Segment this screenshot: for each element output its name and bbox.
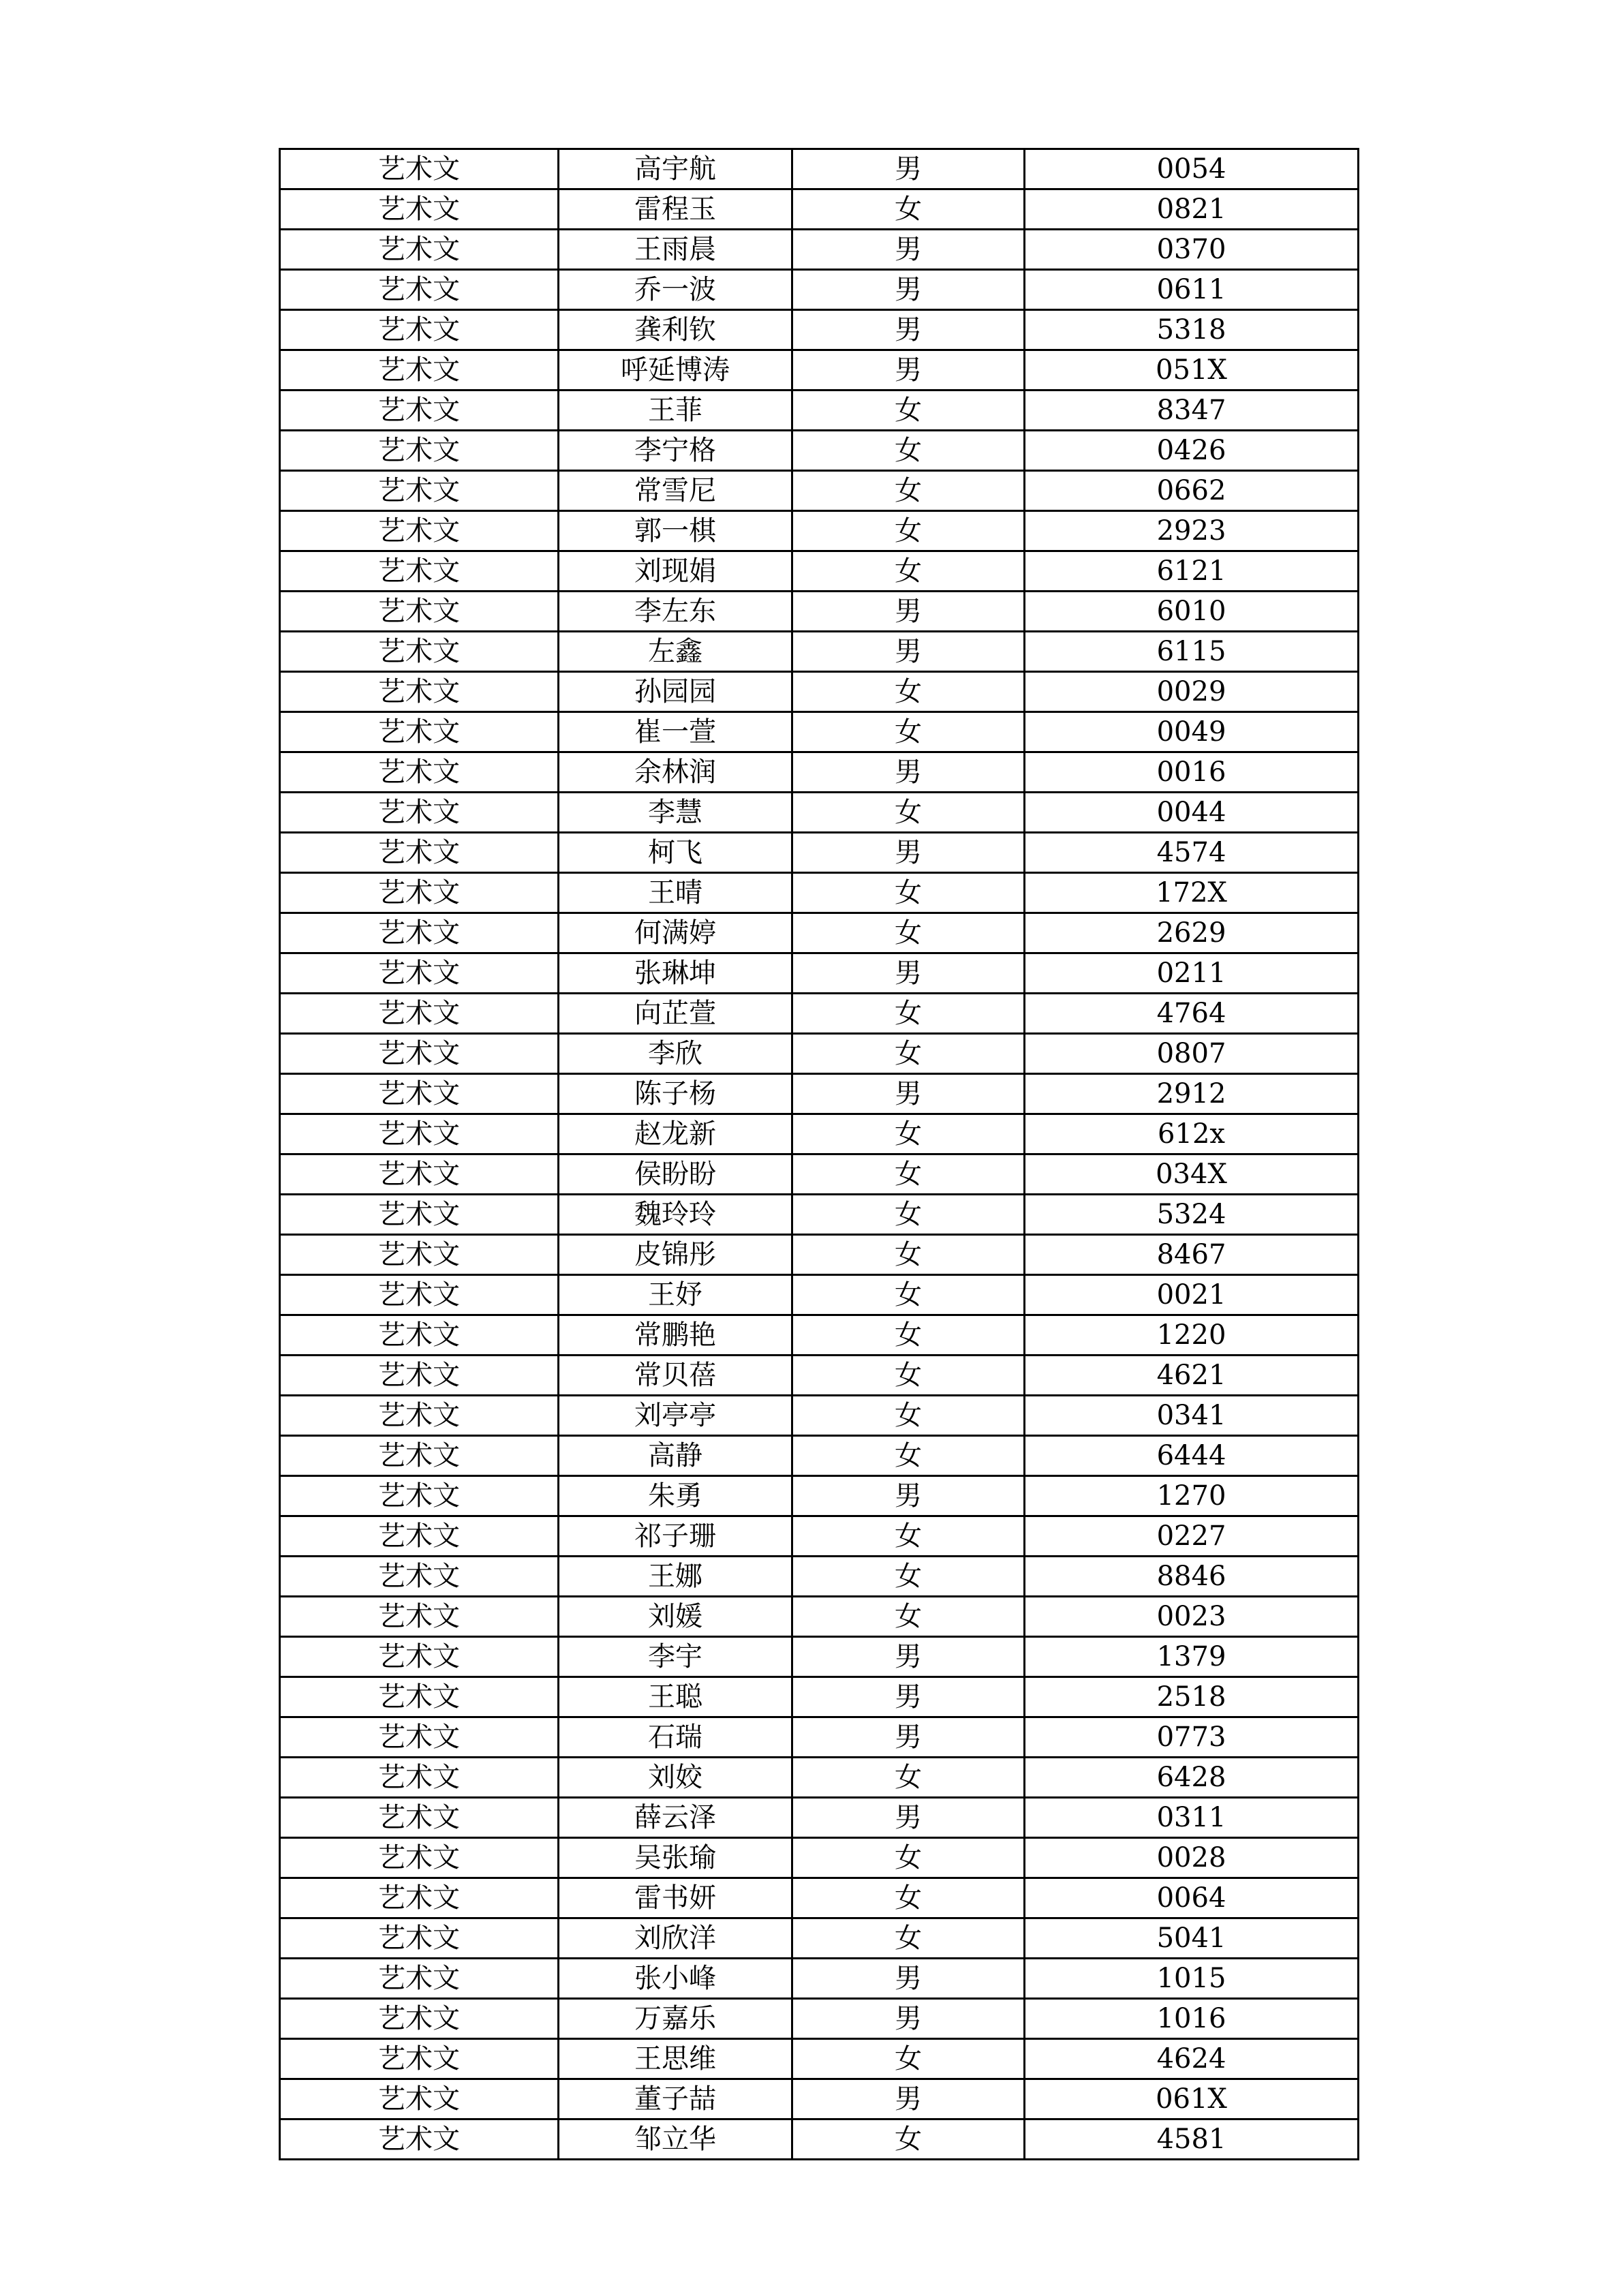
table-row xyxy=(280,2079,1359,2119)
id-suffix-cell: 2923 xyxy=(1025,511,1359,551)
gender-cell: 女 xyxy=(792,1275,1025,1315)
name-cell: 刘现娟 xyxy=(559,551,792,592)
name-cell: 雷书妍 xyxy=(559,1878,792,1918)
gender-cell: 男 xyxy=(792,270,1025,310)
category-cell: 艺术文 xyxy=(280,752,559,793)
name-cell: 石瑞 xyxy=(559,1717,792,1758)
id-suffix-cell: 051X xyxy=(1025,350,1359,391)
gender-cell: 男 xyxy=(792,1074,1025,1114)
table-row xyxy=(280,712,1359,752)
category-cell: 艺术文 xyxy=(280,873,559,913)
gender-cell: 男 xyxy=(792,1677,1025,1717)
category-cell: 艺术文 xyxy=(280,712,559,752)
table-row xyxy=(280,149,1359,189)
table-row xyxy=(280,1918,1359,1959)
table-row xyxy=(280,1637,1359,1677)
name-cell: 万嘉乐 xyxy=(559,1999,792,2039)
table-row xyxy=(280,632,1359,672)
id-suffix-cell: 8347 xyxy=(1025,391,1359,431)
id-suffix-cell: 4624 xyxy=(1025,2039,1359,2079)
gender-cell: 女 xyxy=(792,1918,1025,1959)
table-row xyxy=(280,551,1359,592)
gender-cell: 男 xyxy=(792,1999,1025,2039)
table-row xyxy=(280,1838,1359,1878)
name-cell: 常贝蓓 xyxy=(559,1356,792,1396)
table-row xyxy=(280,310,1359,350)
gender-cell: 男 xyxy=(792,149,1025,189)
category-cell: 艺术文 xyxy=(280,1918,559,1959)
category-cell: 艺术文 xyxy=(280,913,559,953)
category-cell: 艺术文 xyxy=(280,1074,559,1114)
id-suffix-cell: 172X xyxy=(1025,873,1359,913)
category-cell: 艺术文 xyxy=(280,350,559,391)
table-row xyxy=(280,1677,1359,1717)
table-row xyxy=(280,793,1359,833)
category-cell: 艺术文 xyxy=(280,1516,559,1557)
gender-cell: 女 xyxy=(792,391,1025,431)
table-row xyxy=(280,1034,1359,1074)
gender-cell: 男 xyxy=(792,592,1025,632)
gender-cell: 女 xyxy=(792,1114,1025,1154)
gender-cell: 女 xyxy=(792,471,1025,511)
gender-cell: 男 xyxy=(792,1959,1025,1999)
name-cell: 董子喆 xyxy=(559,2079,792,2119)
table-row xyxy=(280,953,1359,994)
category-cell: 艺术文 xyxy=(280,1476,559,1516)
gender-cell: 男 xyxy=(792,1717,1025,1758)
gender-cell: 女 xyxy=(792,431,1025,471)
roster-table xyxy=(279,148,1359,2160)
id-suffix-cell: 612x xyxy=(1025,1114,1359,1154)
id-suffix-cell: 2912 xyxy=(1025,1074,1359,1114)
gender-cell: 男 xyxy=(792,752,1025,793)
category-cell: 艺术文 xyxy=(280,1597,559,1637)
name-cell: 李宇 xyxy=(559,1637,792,1677)
gender-cell: 男 xyxy=(792,1637,1025,1677)
name-cell: 王菲 xyxy=(559,391,792,431)
gender-cell: 女 xyxy=(792,189,1025,230)
id-suffix-cell: 6444 xyxy=(1025,1436,1359,1476)
category-cell: 艺术文 xyxy=(280,511,559,551)
id-suffix-cell: 0370 xyxy=(1025,230,1359,270)
name-cell: 何满婷 xyxy=(559,913,792,953)
category-cell: 艺术文 xyxy=(280,1999,559,2039)
table-row xyxy=(280,1597,1359,1637)
roster-table-body xyxy=(280,149,1359,2160)
id-suffix-cell: 8846 xyxy=(1025,1557,1359,1597)
id-suffix-cell: 4621 xyxy=(1025,1356,1359,1396)
table-row xyxy=(280,391,1359,431)
category-cell: 艺术文 xyxy=(280,994,559,1034)
name-cell: 王雨晨 xyxy=(559,230,792,270)
table-row xyxy=(280,994,1359,1034)
table-row xyxy=(280,1878,1359,1918)
table-row xyxy=(280,1396,1359,1436)
category-cell: 艺术文 xyxy=(280,391,559,431)
gender-cell: 男 xyxy=(792,350,1025,391)
gender-cell: 男 xyxy=(792,1798,1025,1838)
name-cell: 雷程玉 xyxy=(559,189,792,230)
name-cell: 李欣 xyxy=(559,1034,792,1074)
name-cell: 赵龙新 xyxy=(559,1114,792,1154)
id-suffix-cell: 0054 xyxy=(1025,149,1359,189)
name-cell: 王晴 xyxy=(559,873,792,913)
table-row xyxy=(280,1074,1359,1114)
id-suffix-cell: 1220 xyxy=(1025,1315,1359,1356)
table-row xyxy=(280,752,1359,793)
category-cell: 艺术文 xyxy=(280,1154,559,1195)
id-suffix-cell: 0611 xyxy=(1025,270,1359,310)
category-cell: 艺术文 xyxy=(280,1275,559,1315)
name-cell: 李慧 xyxy=(559,793,792,833)
name-cell: 吴张瑜 xyxy=(559,1838,792,1878)
gender-cell: 女 xyxy=(792,1838,1025,1878)
table-row xyxy=(280,1275,1359,1315)
id-suffix-cell: 1379 xyxy=(1025,1637,1359,1677)
gender-cell: 女 xyxy=(792,1557,1025,1597)
category-cell: 艺术文 xyxy=(280,1758,559,1798)
id-suffix-cell: 1016 xyxy=(1025,1999,1359,2039)
id-suffix-cell: 0016 xyxy=(1025,752,1359,793)
category-cell: 艺术文 xyxy=(280,1195,559,1235)
gender-cell: 女 xyxy=(792,793,1025,833)
category-cell: 艺术文 xyxy=(280,2119,559,2160)
category-cell: 艺术文 xyxy=(280,1959,559,1999)
table-row xyxy=(280,2119,1359,2160)
id-suffix-cell: 0662 xyxy=(1025,471,1359,511)
table-row xyxy=(280,189,1359,230)
category-cell: 艺术文 xyxy=(280,1557,559,1597)
category-cell: 艺术文 xyxy=(280,551,559,592)
name-cell: 刘欣洋 xyxy=(559,1918,792,1959)
name-cell: 张琳坤 xyxy=(559,953,792,994)
category-cell: 艺术文 xyxy=(280,1798,559,1838)
gender-cell: 男 xyxy=(792,230,1025,270)
name-cell: 王妤 xyxy=(559,1275,792,1315)
name-cell: 王思维 xyxy=(559,2039,792,2079)
name-cell: 魏玲玲 xyxy=(559,1195,792,1235)
table-row xyxy=(280,1114,1359,1154)
name-cell: 王娜 xyxy=(559,1557,792,1597)
id-suffix-cell: 0227 xyxy=(1025,1516,1359,1557)
table-row xyxy=(280,1798,1359,1838)
id-suffix-cell: 6428 xyxy=(1025,1758,1359,1798)
category-cell: 艺术文 xyxy=(280,793,559,833)
id-suffix-cell: 0341 xyxy=(1025,1396,1359,1436)
table-row xyxy=(280,471,1359,511)
name-cell: 龚利钦 xyxy=(559,310,792,350)
id-suffix-cell: 5324 xyxy=(1025,1195,1359,1235)
gender-cell: 女 xyxy=(792,1356,1025,1396)
id-suffix-cell: 0028 xyxy=(1025,1838,1359,1878)
name-cell: 朱勇 xyxy=(559,1476,792,1516)
gender-cell: 女 xyxy=(792,873,1025,913)
gender-cell: 女 xyxy=(792,1034,1025,1074)
table-row xyxy=(280,2039,1359,2079)
category-cell: 艺术文 xyxy=(280,1436,559,1476)
category-cell: 艺术文 xyxy=(280,270,559,310)
id-suffix-cell: 8467 xyxy=(1025,1235,1359,1275)
gender-cell: 女 xyxy=(792,511,1025,551)
name-cell: 乔一波 xyxy=(559,270,792,310)
gender-cell: 男 xyxy=(792,1476,1025,1516)
id-suffix-cell: 5318 xyxy=(1025,310,1359,350)
id-suffix-cell: 6115 xyxy=(1025,632,1359,672)
gender-cell: 男 xyxy=(792,310,1025,350)
gender-cell: 男 xyxy=(792,833,1025,873)
gender-cell: 男 xyxy=(792,953,1025,994)
name-cell: 刘亭亭 xyxy=(559,1396,792,1436)
name-cell: 张小峰 xyxy=(559,1959,792,1999)
id-suffix-cell: 0821 xyxy=(1025,189,1359,230)
table-row xyxy=(280,1436,1359,1476)
category-cell: 艺术文 xyxy=(280,149,559,189)
gender-cell: 女 xyxy=(792,1154,1025,1195)
gender-cell: 女 xyxy=(792,994,1025,1034)
gender-cell: 女 xyxy=(792,1235,1025,1275)
category-cell: 艺术文 xyxy=(280,1677,559,1717)
id-suffix-cell: 0064 xyxy=(1025,1878,1359,1918)
gender-cell: 女 xyxy=(792,1315,1025,1356)
id-suffix-cell: 6121 xyxy=(1025,551,1359,592)
id-suffix-cell: 4574 xyxy=(1025,833,1359,873)
category-cell: 艺术文 xyxy=(280,1235,559,1275)
category-cell: 艺术文 xyxy=(280,2079,559,2119)
name-cell: 常鹏艳 xyxy=(559,1315,792,1356)
table-row xyxy=(280,511,1359,551)
id-suffix-cell: 0807 xyxy=(1025,1034,1359,1074)
name-cell: 呼延博涛 xyxy=(559,350,792,391)
id-suffix-cell: 4764 xyxy=(1025,994,1359,1034)
name-cell: 向芷萱 xyxy=(559,994,792,1034)
id-suffix-cell: 0426 xyxy=(1025,431,1359,471)
name-cell: 高宇航 xyxy=(559,149,792,189)
category-cell: 艺术文 xyxy=(280,1034,559,1074)
category-cell: 艺术文 xyxy=(280,1838,559,1878)
id-suffix-cell: 2518 xyxy=(1025,1677,1359,1717)
gender-cell: 女 xyxy=(792,712,1025,752)
id-suffix-cell: 1015 xyxy=(1025,1959,1359,1999)
id-suffix-cell: 1270 xyxy=(1025,1476,1359,1516)
table-row xyxy=(280,1717,1359,1758)
id-suffix-cell: 061X xyxy=(1025,2079,1359,2119)
table-row xyxy=(280,873,1359,913)
gender-cell: 女 xyxy=(792,1396,1025,1436)
table-row xyxy=(280,1959,1359,1999)
category-cell: 艺术文 xyxy=(280,1878,559,1918)
gender-cell: 女 xyxy=(792,672,1025,712)
name-cell: 皮锦彤 xyxy=(559,1235,792,1275)
gender-cell: 女 xyxy=(792,913,1025,953)
table-row xyxy=(280,1999,1359,2039)
table-row xyxy=(280,1557,1359,1597)
category-cell: 艺术文 xyxy=(280,189,559,230)
category-cell: 艺术文 xyxy=(280,471,559,511)
category-cell: 艺术文 xyxy=(280,1114,559,1154)
category-cell: 艺术文 xyxy=(280,2039,559,2079)
table-row xyxy=(280,230,1359,270)
id-suffix-cell: 0773 xyxy=(1025,1717,1359,1758)
table-row xyxy=(280,592,1359,632)
id-suffix-cell: 0023 xyxy=(1025,1597,1359,1637)
table-row xyxy=(280,672,1359,712)
id-suffix-cell: 5041 xyxy=(1025,1918,1359,1959)
gender-cell: 女 xyxy=(792,2039,1025,2079)
category-cell: 艺术文 xyxy=(280,632,559,672)
gender-cell: 女 xyxy=(792,1878,1025,1918)
table-row xyxy=(280,270,1359,310)
id-suffix-cell: 034X xyxy=(1025,1154,1359,1195)
gender-cell: 女 xyxy=(792,1516,1025,1557)
name-cell: 李左东 xyxy=(559,592,792,632)
id-suffix-cell: 0211 xyxy=(1025,953,1359,994)
id-suffix-cell: 0049 xyxy=(1025,712,1359,752)
category-cell: 艺术文 xyxy=(280,310,559,350)
category-cell: 艺术文 xyxy=(280,592,559,632)
name-cell: 常雪尼 xyxy=(559,471,792,511)
gender-cell: 男 xyxy=(792,2079,1025,2119)
category-cell: 艺术文 xyxy=(280,1356,559,1396)
table-row xyxy=(280,1758,1359,1798)
name-cell: 刘媛 xyxy=(559,1597,792,1637)
category-cell: 艺术文 xyxy=(280,1637,559,1677)
name-cell: 崔一萱 xyxy=(559,712,792,752)
id-suffix-cell: 6010 xyxy=(1025,592,1359,632)
table-row xyxy=(280,350,1359,391)
table-row xyxy=(280,913,1359,953)
table-row xyxy=(280,1476,1359,1516)
gender-cell: 女 xyxy=(792,1436,1025,1476)
name-cell: 侯盼盼 xyxy=(559,1154,792,1195)
gender-cell: 女 xyxy=(792,1195,1025,1235)
gender-cell: 女 xyxy=(792,2119,1025,2160)
id-suffix-cell: 0029 xyxy=(1025,672,1359,712)
id-suffix-cell: 0044 xyxy=(1025,793,1359,833)
name-cell: 祁子珊 xyxy=(559,1516,792,1557)
table-row xyxy=(280,1516,1359,1557)
category-cell: 艺术文 xyxy=(280,230,559,270)
name-cell: 李宁格 xyxy=(559,431,792,471)
table-row xyxy=(280,1356,1359,1396)
table-row xyxy=(280,833,1359,873)
id-suffix-cell: 0311 xyxy=(1025,1798,1359,1838)
name-cell: 高静 xyxy=(559,1436,792,1476)
category-cell: 艺术文 xyxy=(280,431,559,471)
table-row xyxy=(280,1315,1359,1356)
gender-cell: 女 xyxy=(792,1597,1025,1637)
name-cell: 郭一棋 xyxy=(559,511,792,551)
id-suffix-cell: 0021 xyxy=(1025,1275,1359,1315)
name-cell: 邹立华 xyxy=(559,2119,792,2160)
table-row xyxy=(280,1235,1359,1275)
name-cell: 柯飞 xyxy=(559,833,792,873)
category-cell: 艺术文 xyxy=(280,1396,559,1436)
table-row xyxy=(280,1195,1359,1235)
id-suffix-cell: 4581 xyxy=(1025,2119,1359,2160)
name-cell: 刘姣 xyxy=(559,1758,792,1798)
name-cell: 王聪 xyxy=(559,1677,792,1717)
category-cell: 艺术文 xyxy=(280,672,559,712)
category-cell: 艺术文 xyxy=(280,1315,559,1356)
category-cell: 艺术文 xyxy=(280,953,559,994)
category-cell: 艺术文 xyxy=(280,1717,559,1758)
name-cell: 孙园园 xyxy=(559,672,792,712)
table-row xyxy=(280,1154,1359,1195)
gender-cell: 女 xyxy=(792,1758,1025,1798)
category-cell: 艺术文 xyxy=(280,833,559,873)
name-cell: 余林润 xyxy=(559,752,792,793)
gender-cell: 男 xyxy=(792,632,1025,672)
id-suffix-cell: 2629 xyxy=(1025,913,1359,953)
name-cell: 陈子杨 xyxy=(559,1074,792,1114)
name-cell: 左鑫 xyxy=(559,632,792,672)
gender-cell: 女 xyxy=(792,551,1025,592)
table-row xyxy=(280,431,1359,471)
name-cell: 薛云泽 xyxy=(559,1798,792,1838)
